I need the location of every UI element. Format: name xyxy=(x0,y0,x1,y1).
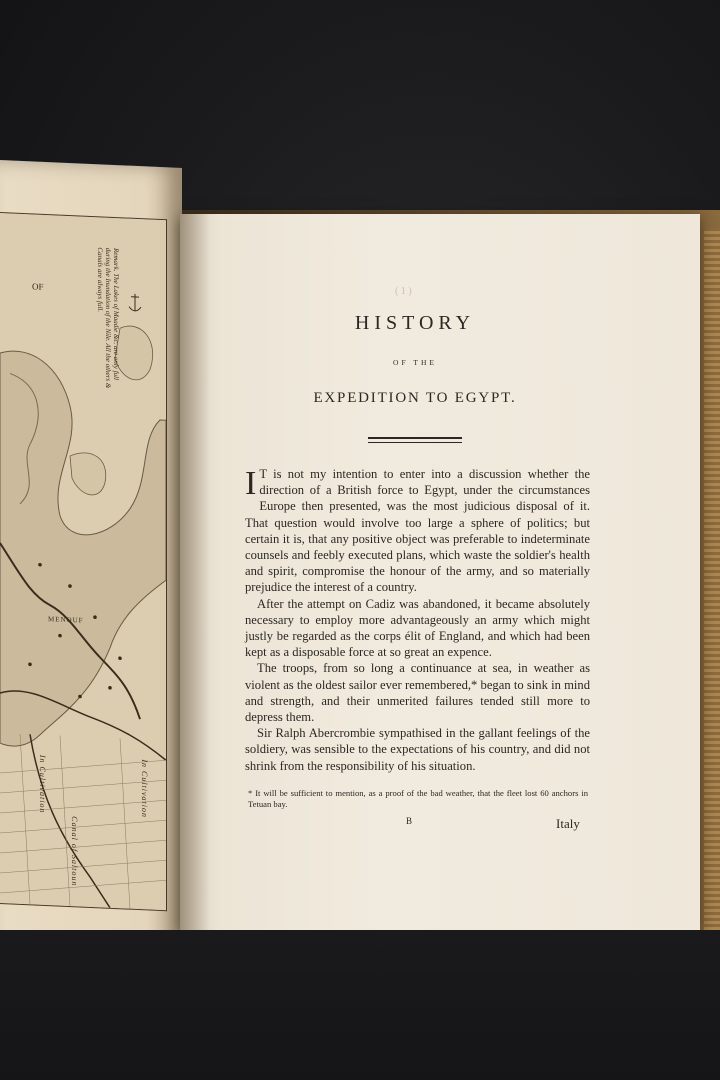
page-title: HISTORY xyxy=(354,312,476,334)
map-label-cultivation-left: In Cultivation xyxy=(38,754,47,814)
page-edges xyxy=(704,228,720,930)
map-label-cultivation-right: In Cultivation xyxy=(140,759,149,819)
catchword: Italy xyxy=(556,816,580,831)
paragraph-4: Sir Ralph Abercrombie sympathised in the gallant feelings of the soldiery, was sensible to the expectations of his country, and did not shrink from the responsibility of his situation. xyxy=(245,726,590,773)
title-connector: OF THE xyxy=(393,358,437,367)
paragraph-3: The troops, from so long a continuance at sea, in weather as violent as the oldest sailor ever remembered,* began to sink in mind and strength, and their unmerited failures tended still more to depress them. xyxy=(245,661,590,725)
left-page-map-plate xyxy=(0,160,182,983)
map-label-menouf: MENOUF xyxy=(48,615,84,625)
table-surface xyxy=(0,930,720,1080)
paragraph-1-text: T is not my intention to enter into a discussion whether the direction of a British force to Egypt, under the circumstances Europe then presented, was the most judicious disposal of it. That question would involve too large a sphere of politics; but certain it is, that any positive object was preferable to indeterminate counsels and feebly executed plans, which waste the soldier's health and spirit, compromise the honour of the army, and so materially prejudice the interest of a country. xyxy=(245,467,590,595)
drop-cap: I xyxy=(245,465,257,502)
body-text xyxy=(245,466,590,774)
page-number: ( 1 ) xyxy=(395,286,412,297)
paragraph-2: After the attempt on Cadiz was abandoned, it became absolutely necessary to employ more advantageously an army which might justly be regarded as the corps élit of England, and which had been kept as a disposable force at so great an expence. xyxy=(245,596,590,660)
map-label-canal: Canal of Saltoun xyxy=(70,816,79,887)
paragraph-1 xyxy=(245,466,590,596)
footnote: * It will be sufficient to mention, as a proof of the bad weather, that the fleet lost 60 anchors in Tetuan bay. xyxy=(248,788,588,809)
map-remark-note: Remark. The Lakes of Maadie &c. are only full during the Inundation of the Nile. All the others & Canals are always full. xyxy=(96,247,120,389)
page-subtitle: EXPEDITION TO EGYPT. xyxy=(313,390,517,406)
title-rule-divider xyxy=(368,437,462,443)
svg-text:OF: OF xyxy=(32,281,44,292)
map-frame xyxy=(0,212,167,911)
gutter-shadow xyxy=(180,214,210,930)
signature-mark: B xyxy=(406,816,413,826)
